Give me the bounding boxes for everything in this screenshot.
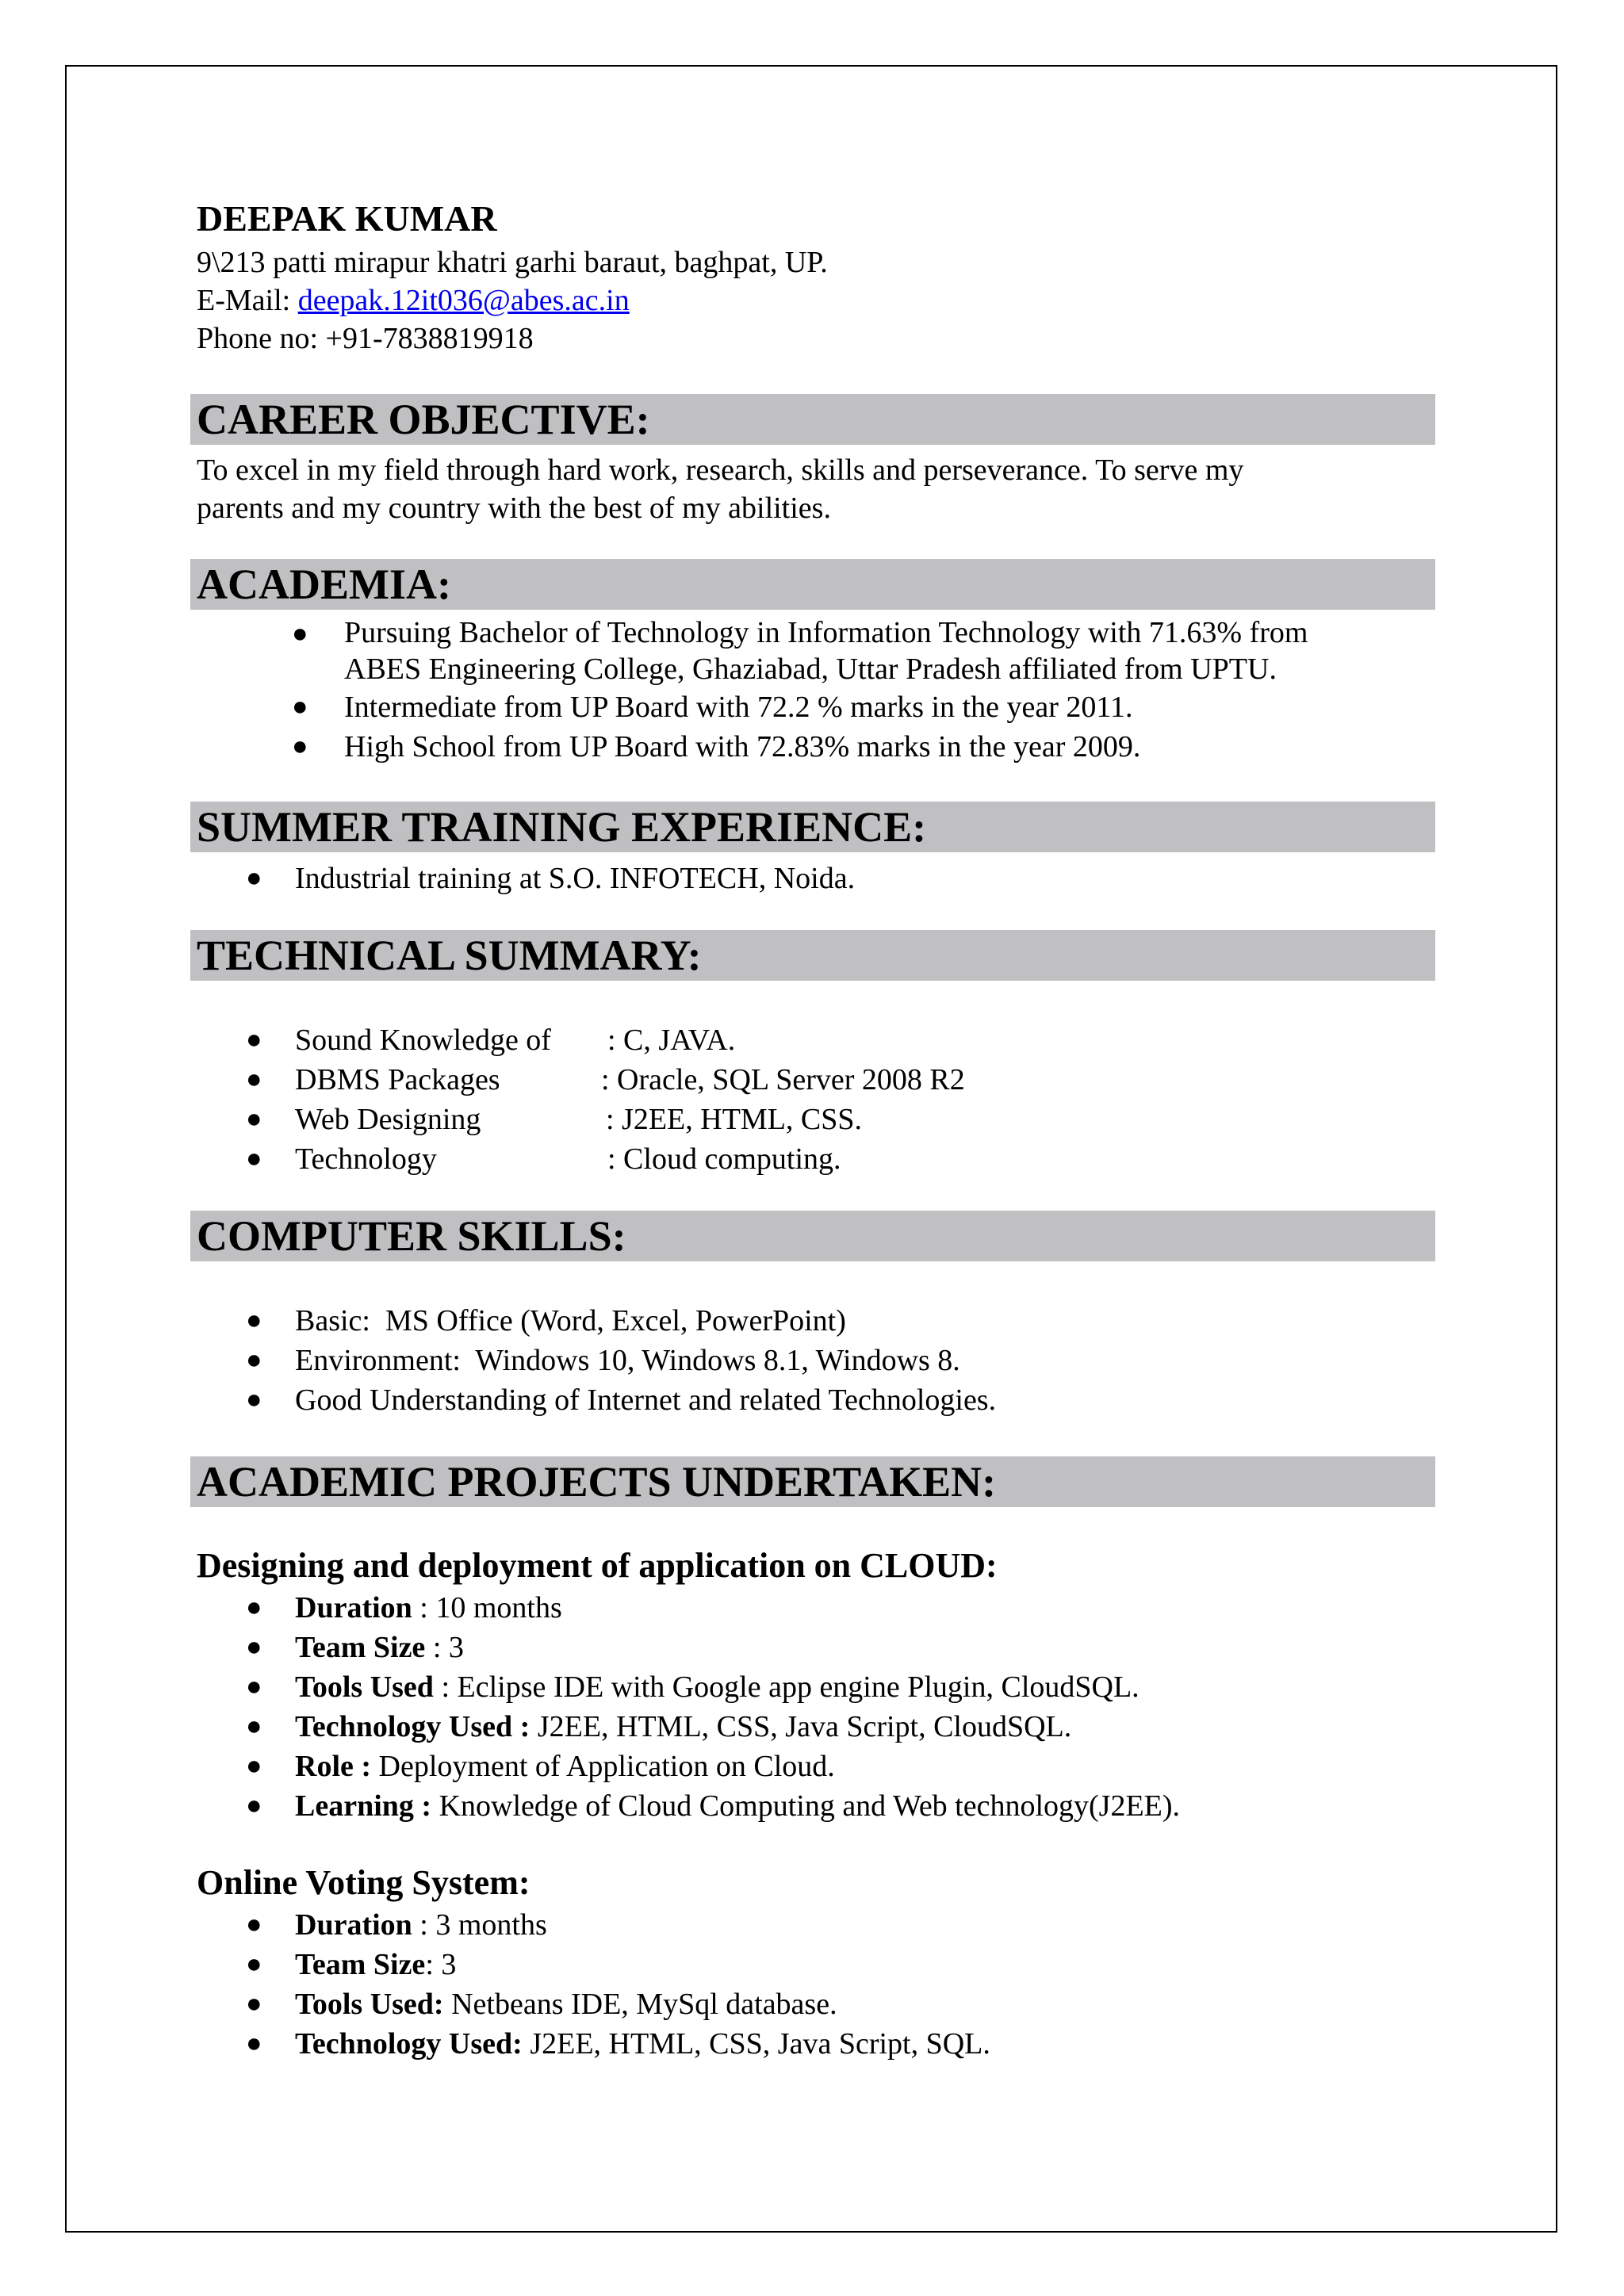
- list-item: [197, 1139, 1434, 1179]
- bullet-icon: ●: [246, 1989, 262, 2019]
- tech-value: : Cloud computing.: [607, 1142, 841, 1176]
- list-item-text: Intermediate from UP Board with 72.2 % marks in the year 2011.: [344, 691, 1133, 724]
- list-item: [197, 1628, 1434, 1667]
- list-item: [197, 1667, 1434, 1707]
- address: 9\213 patti mirapur khatri garhi baraut, baghpat, UP.: [197, 246, 828, 279]
- detail-value: J2EE, HTML, CSS, Java Script, CloudSQL.: [530, 1710, 1072, 1743]
- section-header-summer-training: SUMMER TRAINING EXPERIENCE:: [190, 802, 1435, 852]
- list-item-line: Pursuing Bachelor of Technology in Information Technology with 71.63% from: [344, 616, 1308, 649]
- project-block: [197, 1861, 1434, 2064]
- bullet-icon: ●: [292, 732, 308, 761]
- detail-value: : 3 months: [412, 1908, 547, 1942]
- bullet-icon: ●: [292, 692, 308, 721]
- bullet-icon: ●: [246, 1632, 262, 1662]
- tech-key: DBMS Packages: [295, 1063, 500, 1096]
- section-header-computer-skills: COMPUTER SKILLS:: [190, 1211, 1435, 1261]
- list-item-line: ABES Engineering College, Ghaziabad, Uttar Pradesh affiliated from UPTU.: [344, 652, 1277, 686]
- detail-key: Team Size: [295, 1631, 426, 1664]
- resume-content: [197, 194, 1434, 2064]
- list-item-text: Basic: MS Office (Word, Excel, PowerPoint): [295, 1304, 846, 1337]
- list-item: [197, 859, 1434, 898]
- tech-value: : Oracle, SQL Server 2008 R2: [601, 1063, 965, 1096]
- detail-value: Netbeans IDE, MySql database.: [443, 1988, 837, 2021]
- detail-key: Learning :: [295, 1789, 432, 1823]
- list-item: [197, 1100, 1434, 1139]
- bullet-icon: ●: [246, 1712, 262, 1741]
- list-item-text: Good Understanding of Internet and related Technologies.: [295, 1383, 997, 1417]
- list-item-text: Environment: Windows 10, Windows 8.1, Windows 8.: [295, 1344, 960, 1377]
- phone: Phone no: +91-7838819918: [197, 322, 534, 355]
- list-item: [197, 1060, 1434, 1100]
- list-item: [197, 1905, 1434, 1945]
- list-item-text: High School from UP Board with 72.83% marks in the year 2009.: [344, 730, 1141, 763]
- list-item: [197, 1747, 1434, 1786]
- bullet-icon: ●: [246, 1593, 262, 1622]
- tech-value: : C, JAVA.: [607, 1024, 736, 1057]
- project-details-list: [197, 1905, 1434, 2064]
- detail-value: Deployment of Application on Cloud.: [371, 1750, 835, 1783]
- detail-key: Technology Used :: [295, 1710, 530, 1743]
- bullet-icon: ●: [246, 1751, 262, 1781]
- bullet-icon: ●: [246, 1672, 262, 1701]
- bullet-icon: ●: [246, 1385, 262, 1414]
- project-title: Online Voting System:: [197, 1863, 530, 1902]
- bullet-icon: ●: [246, 1910, 262, 1939]
- bullet-icon: ●: [246, 1791, 262, 1820]
- list-item: [197, 1341, 1434, 1380]
- email-line: [197, 281, 1434, 320]
- tech-key: Web Designing: [295, 1103, 481, 1136]
- bullet-icon: ●: [246, 863, 262, 893]
- detail-key: Duration: [295, 1591, 412, 1624]
- detail-key: Tools Used: [295, 1670, 434, 1704]
- bullet-icon: ●: [246, 1104, 262, 1134]
- contact-header: [197, 194, 1434, 358]
- bullet-icon: ●: [246, 1065, 262, 1094]
- tech-key: Technology: [295, 1142, 437, 1176]
- list-item: [197, 1588, 1434, 1628]
- tech-key: Sound Knowledge of: [295, 1024, 551, 1057]
- list-item: [197, 1945, 1434, 1984]
- detail-key: Tools Used:: [295, 1988, 444, 2021]
- bullet-icon: ●: [246, 2029, 262, 2058]
- list-item: [197, 727, 1434, 767]
- list-item: [197, 1984, 1434, 2024]
- section-header-career-objective: CAREER OBJECTIVE:: [190, 394, 1435, 445]
- candidate-name: DEEPAK KUMAR: [197, 198, 497, 239]
- academia-list: [197, 614, 1434, 767]
- list-item: [197, 614, 1434, 687]
- section-header-projects: ACADEMIC PROJECTS UNDERTAKEN:: [190, 1456, 1435, 1507]
- list-item: [197, 2024, 1434, 2064]
- email-label: E-Mail:: [197, 284, 298, 317]
- list-item: [197, 1707, 1434, 1747]
- detail-value: : Eclipse IDE with Google app engine Plugin, CloudSQL.: [433, 1670, 1139, 1704]
- detail-key: Duration: [295, 1908, 412, 1942]
- bullet-icon: ●: [246, 1025, 262, 1054]
- detail-value: J2EE, HTML, CSS, Java Script, SQL.: [522, 2027, 990, 2061]
- bullet-icon: ●: [246, 1144, 262, 1173]
- career-objective-line: parents and my country with the best of my abilities.: [197, 492, 831, 525]
- detail-key: Technology Used:: [295, 2027, 523, 2061]
- bullet-icon: ●: [246, 1345, 262, 1375]
- detail-key: Team Size: [295, 1948, 426, 1981]
- section-header-technical-summary: TECHNICAL SUMMARY:: [190, 930, 1435, 981]
- career-objective-line: To excel in my field through hard work, research, skills and perseverance. To serve my: [197, 453, 1244, 487]
- bullet-icon: ●: [246, 1950, 262, 1979]
- detail-value: : 3: [425, 1631, 464, 1664]
- technical-summary-list: [197, 1020, 1434, 1179]
- email-link[interactable]: deepak.12it036@abes.ac.in: [297, 284, 630, 317]
- computer-skills-list: [197, 1301, 1434, 1420]
- detail-value: : 10 months: [412, 1591, 562, 1624]
- list-item-text: Industrial training at S.O. INFOTECH, Noida.: [295, 862, 856, 895]
- project-block: [197, 1544, 1434, 1826]
- list-item: [197, 1380, 1434, 1420]
- bullet-icon: ●: [246, 1306, 262, 1335]
- detail-value: : 3: [425, 1948, 457, 1981]
- list-item: [197, 687, 1434, 727]
- summer-training-list: [197, 859, 1434, 898]
- list-item: [197, 1301, 1434, 1341]
- list-item: [197, 1786, 1434, 1826]
- list-item: [197, 1020, 1434, 1060]
- project-details-list: [197, 1588, 1434, 1826]
- tech-value: : J2EE, HTML, CSS.: [606, 1103, 863, 1136]
- section-header-academia: ACADEMIA:: [190, 559, 1435, 610]
- detail-key: Role :: [295, 1750, 372, 1783]
- career-objective-text: [197, 451, 1434, 527]
- project-title: Designing and deployment of application on CLOUD:: [197, 1546, 998, 1585]
- detail-value: Knowledge of Cloud Computing and Web technology(J2EE).: [431, 1789, 1181, 1823]
- bullet-icon: ●: [292, 619, 308, 649]
